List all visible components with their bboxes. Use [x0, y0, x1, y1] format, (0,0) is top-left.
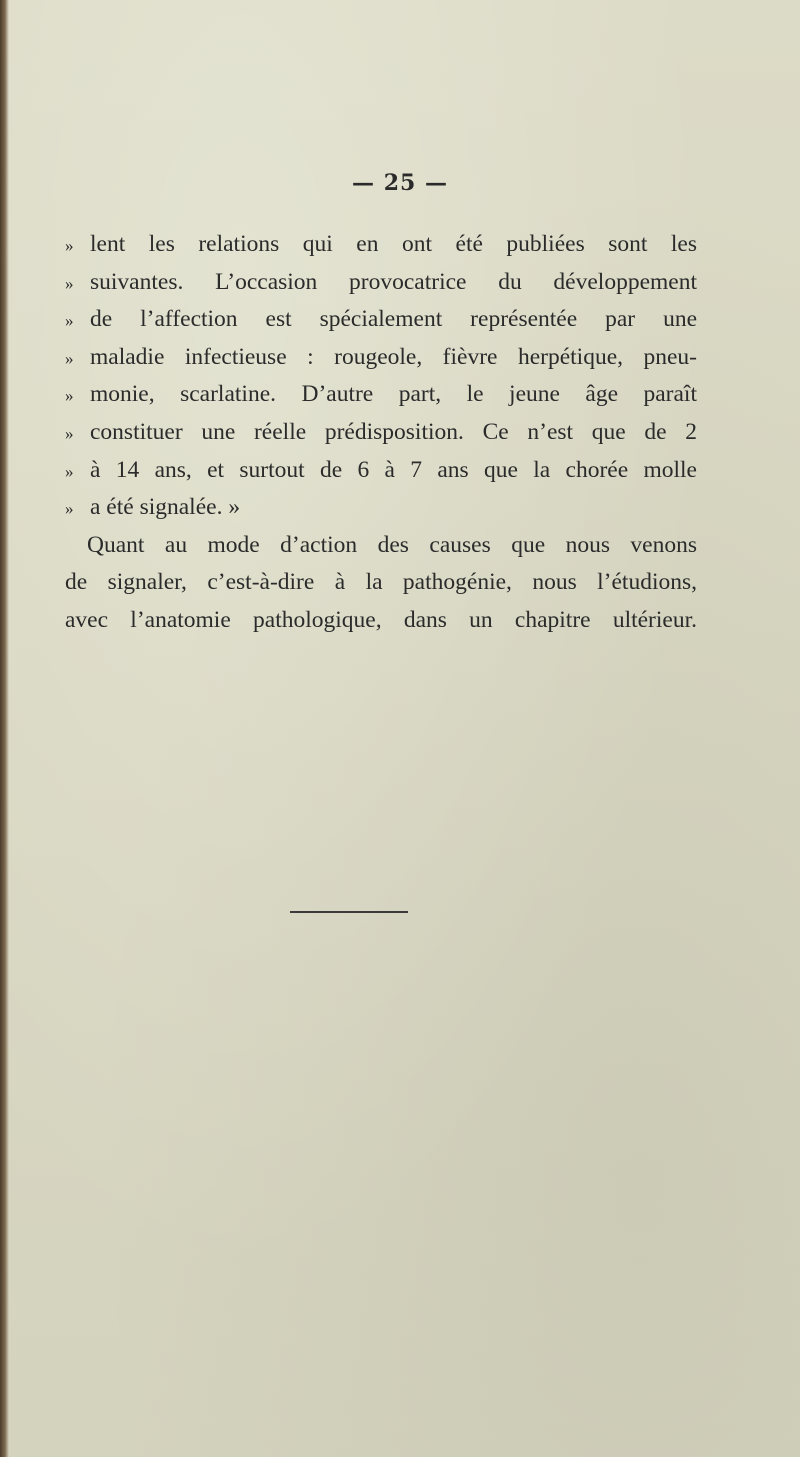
quote-mark: »: [65, 236, 74, 255]
page-binding-edge: [0, 0, 9, 1457]
line-text: monie, scarlatine. D’autre part, le jeune âge paraît: [90, 381, 697, 408]
quote-mark: »: [65, 348, 74, 368]
text-line: [65, 564, 697, 602]
page-number: — 25 —: [352, 170, 448, 196]
text-line: [65, 376, 697, 414]
line-text: a été signalée. »: [90, 494, 241, 521]
section-divider: [290, 911, 408, 913]
text-line: [65, 301, 697, 339]
line-text: constituer une réelle prédisposition. Ce n’est que de 2: [90, 418, 697, 445]
quote-mark: »: [65, 311, 74, 331]
line-text: avec l’anatomie pathologique, dans un chapitre ultérieur.: [65, 606, 697, 633]
text-line: [65, 339, 697, 377]
line-text: suivantes. L’occasion provocatrice du développement: [90, 268, 697, 295]
paragraph-first-line: [65, 527, 697, 565]
line-text: de l’affection est spécialement représentée par une: [90, 306, 697, 333]
quote-mark: »: [65, 423, 74, 443]
text-line: [65, 602, 697, 640]
quote-mark: »: [65, 499, 74, 519]
text-line: [65, 414, 697, 452]
text-line: [65, 264, 697, 302]
text-line: [65, 452, 697, 490]
text-line: [65, 489, 697, 527]
line-text: à 14 ans, et surtout de 6 à 7 ans que la chorée molle: [90, 456, 697, 483]
body-text: [65, 226, 697, 640]
quote-mark: »: [65, 273, 74, 293]
quote-mark: »: [65, 461, 74, 481]
line-text: lent les relations qui en ont été publiées sont les: [90, 231, 697, 257]
quote-mark: »: [65, 386, 74, 406]
line-text: de signaler, c’est-à-dire à la pathogénie, nous l’étudions,: [65, 569, 697, 596]
text-line: [65, 226, 697, 264]
line-text: Quant au mode d’action des causes que nous venons: [87, 531, 697, 558]
line-text: maladie infectieuse : rougeole, fièvre herpétique, pneu-: [90, 343, 697, 370]
